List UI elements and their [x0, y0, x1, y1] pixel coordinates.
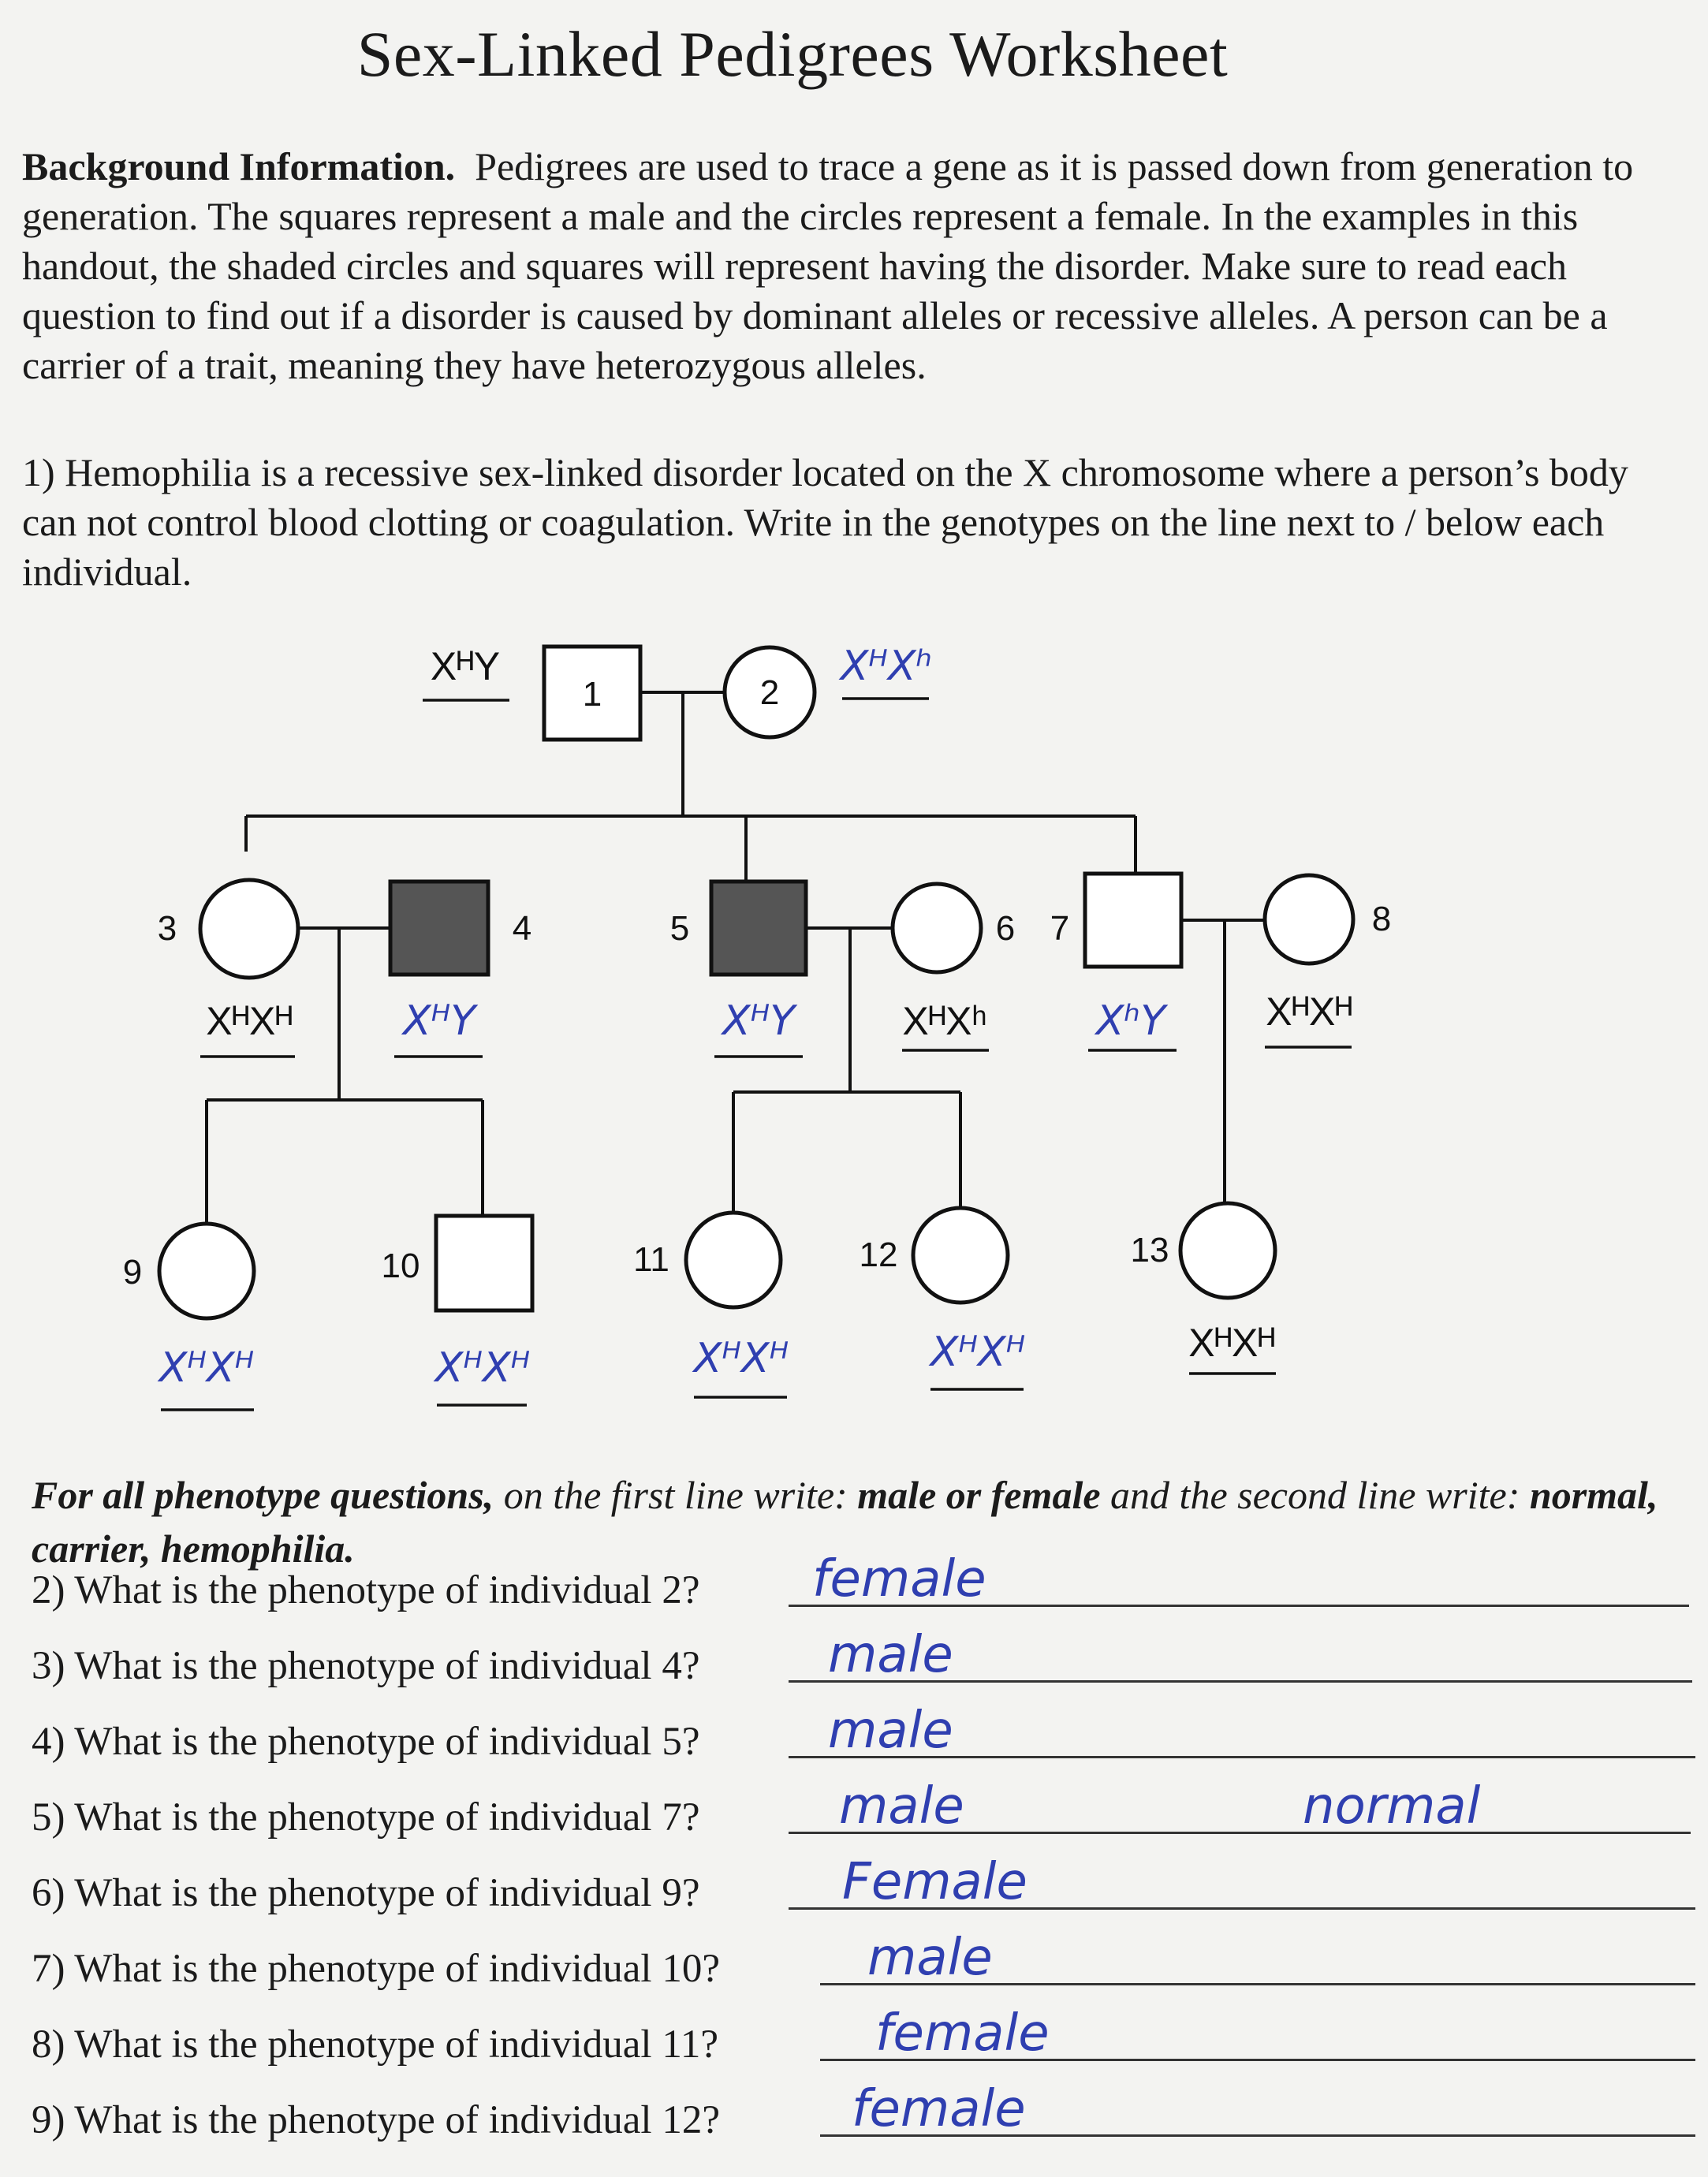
genotype-2: XᴴXʰ [840, 643, 933, 690]
question-row [32, 1929, 1687, 1992]
answer-1: male [828, 1626, 953, 1684]
individual-13 [1131, 1203, 1276, 1374]
individual-3 [158, 880, 298, 1057]
individual-2 [725, 643, 932, 737]
female-circle [1180, 1203, 1275, 1298]
female-circle [159, 1224, 254, 1318]
individual-9 [123, 1224, 255, 1410]
individual-10 [382, 1216, 532, 1405]
question-text: 2) What is the phenotype of individual 2? [32, 1568, 700, 1612]
answer-2: normal [1303, 1777, 1481, 1836]
individual-number-7: 7 [1050, 909, 1070, 948]
affected-male-square [711, 882, 806, 975]
individual-12 [860, 1208, 1026, 1389]
instructions-emph1: male or female [857, 1473, 1101, 1517]
pedigree-chart [0, 615, 1708, 1451]
answer-1: male [839, 1777, 964, 1836]
individual-7 [1050, 874, 1181, 1050]
question-1: 1) Hemophilia is a recessive sex-linked disorder located on the X chromosome where a person’s body can not control blood clotting or coagulation. Write in the genotypes on the line next to / below each individual. [22, 450, 1628, 594]
genotype-3: XᴴXᴴ [206, 999, 293, 1043]
answer-blank-2[interactable] [1235, 1680, 1692, 1683]
individual-8 [1265, 875, 1391, 1047]
genotype-7: XʰY [1095, 997, 1166, 1045]
female-circle [1265, 875, 1353, 964]
question-row [32, 1777, 1687, 1840]
answer-1: male [828, 1702, 953, 1760]
instructions-middle2: and the second line write: [1100, 1473, 1530, 1517]
background-text: Pedigrees are used to trace a gene as it is passed down from generation to generation. The squares represent a male and the circles represent a female. In the examples in this handout, the shaded circles and squares will represent having the disorder. Make sure to read each question to find out if a disorder is caused by dominant alleles or recessive alleles. A person can be a carrier of a trait, meaning they have heterozygous alleles. [22, 144, 1634, 387]
individual-number-12: 12 [859, 1236, 898, 1274]
answer-blank-2[interactable] [1238, 1756, 1695, 1758]
question-row [32, 1853, 1687, 1916]
genotype-11: XᴴXᴴ [693, 1335, 789, 1382]
question-text: 3) What is the phenotype of individual 4? [32, 1644, 700, 1688]
individual-5 [670, 882, 806, 1057]
individual-number-2: 2 [759, 673, 780, 712]
genotype-13: XᴴXᴴ [1188, 1321, 1275, 1365]
affected-male-square [390, 882, 488, 975]
genotype-4: XᴴY [402, 997, 476, 1045]
answer-blank-2[interactable] [1246, 1907, 1695, 1910]
question-text: 6) What is the phenotype of individual 9? [32, 1871, 700, 1915]
question-text: 4) What is the phenotype of individual 5? [32, 1720, 700, 1764]
female-circle [893, 884, 981, 972]
answer-blank-2[interactable] [1232, 1605, 1689, 1607]
individual-11 [633, 1213, 789, 1397]
worksheet-title: Sex-Linked Pedigrees Worksheet [356, 18, 1229, 90]
individual-number-1: 1 [582, 675, 602, 714]
individual-number-6: 6 [995, 909, 1016, 948]
female-circle [913, 1208, 1008, 1303]
question-row [32, 1626, 1687, 1689]
male-square [1085, 874, 1181, 967]
individual-number-5: 5 [669, 909, 690, 948]
individual-number-9: 9 [122, 1253, 143, 1292]
individual-4 [390, 882, 531, 1057]
individual-number-13: 13 [1130, 1231, 1169, 1269]
question-text: 5) What is the phenotype of individual 7? [32, 1795, 700, 1840]
question-row [32, 1702, 1687, 1765]
instructions-middle: on the first line write: [494, 1473, 858, 1517]
genotype-6: XᴴXʰ [902, 999, 987, 1043]
answer-1: female [852, 2080, 1026, 2138]
question-text: 7) What is the phenotype of individual 10? [32, 1947, 720, 1991]
genotype-5: XᴴY [722, 997, 796, 1045]
answer-1: female [812, 1550, 986, 1609]
genotype-12: XᴴXᴴ [930, 1329, 1026, 1376]
question-row [32, 2080, 1687, 2143]
background-heading: Background Information. [22, 144, 456, 188]
individual-1 [423, 644, 640, 740]
individual-number-8: 8 [1371, 900, 1392, 938]
individual-number-4: 4 [512, 909, 532, 948]
answer-1: Female [842, 1853, 1027, 1911]
individual-6 [893, 884, 1015, 1050]
genotype-8: XᴴXᴴ [1266, 990, 1352, 1034]
individual-number-11: 11 [633, 1240, 669, 1279]
genotype-1: XᴴY [430, 644, 501, 688]
genotype-10: XᴴXᴴ [434, 1344, 531, 1392]
instructions-lead: For all phenotype questions, [32, 1473, 494, 1517]
instructions-emph2: normal, carrier, hemophilia. [32, 1473, 1658, 1571]
answer-blank-2[interactable] [1270, 1983, 1695, 1985]
female-circle [686, 1213, 781, 1307]
individual-number-10: 10 [381, 1247, 420, 1285]
female-circle [200, 880, 298, 978]
answer-blank-2[interactable] [1270, 2059, 1695, 2061]
question-row [32, 1550, 1687, 1613]
question-row [32, 2004, 1687, 2067]
background-paragraph [22, 142, 1686, 390]
question-text: 9) What is the phenotype of individual 12? [32, 2098, 720, 2142]
answer-blank-2[interactable] [1273, 2134, 1695, 2137]
male-square [436, 1216, 532, 1310]
answer-1: male [867, 1929, 993, 1987]
individual-number-3: 3 [157, 909, 177, 948]
answer-1: female [875, 2004, 1050, 2063]
question-text: 8) What is the phenotype of individual 11? [32, 2022, 719, 2067]
genotype-9: XᴴXᴴ [158, 1344, 255, 1392]
